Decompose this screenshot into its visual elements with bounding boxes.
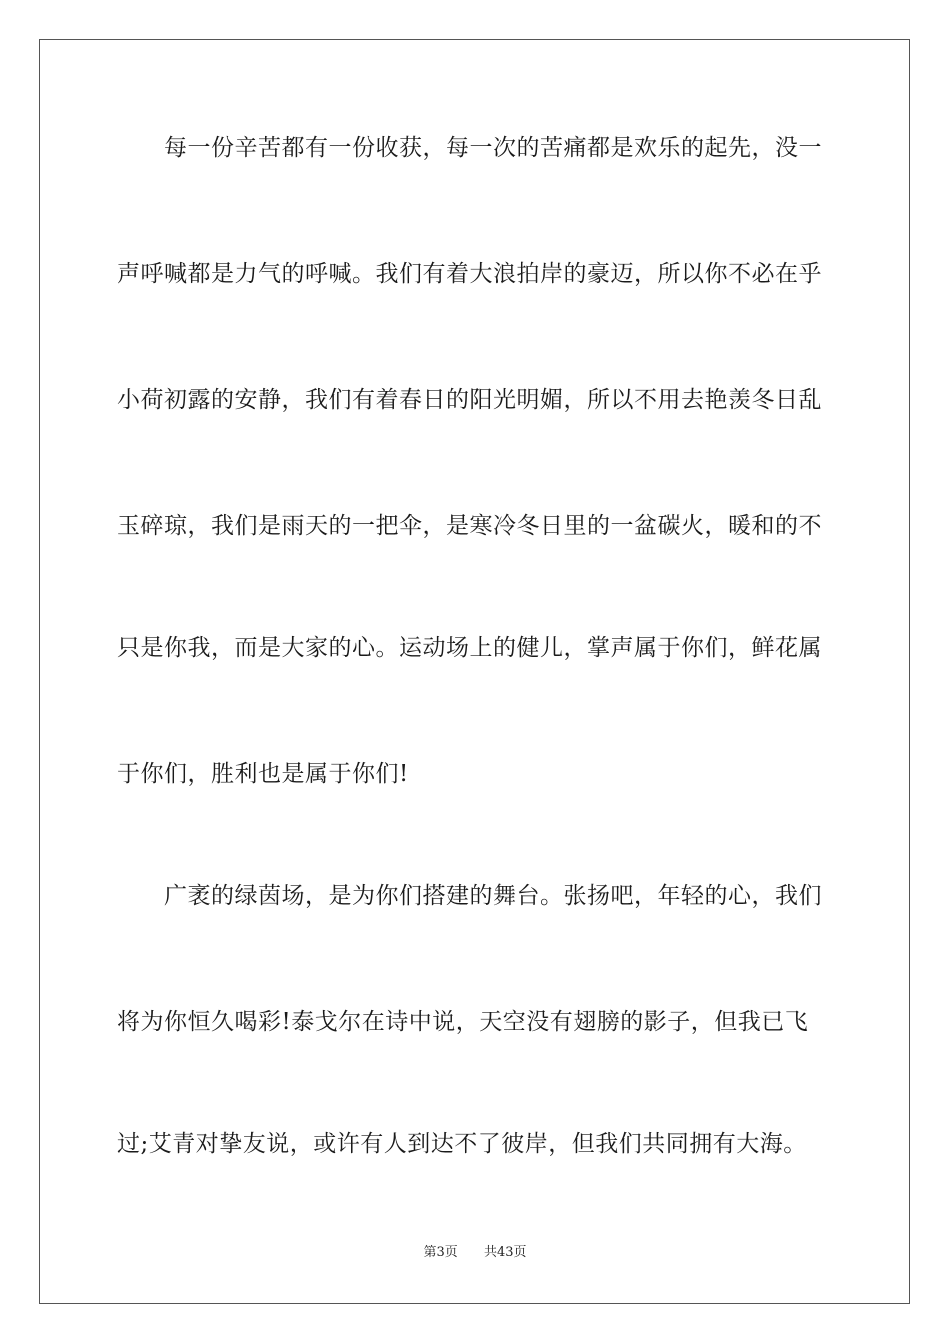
text-line: 将为你恒久喝彩!泰戈尔在诗中说，天空没有翅膀的影子，但我已飞 xyxy=(117,1009,809,1035)
page-border xyxy=(39,39,910,1304)
text-line: 小荷初露的安静，我们有着春日的阳光明媚，所以不用去艳羡冬日乱 xyxy=(117,387,822,413)
text-line: 于你们，胜利也是属于你们! xyxy=(117,761,409,787)
page-total: 共43页 xyxy=(484,1245,527,1260)
text-line: 声呼喊都是力气的呼喊。我们有着大浪拍岸的豪迈，所以你不必在乎 xyxy=(117,261,822,287)
text-line: 过;艾青对挚友说，或许有人到达不了彼岸，但我们共同拥有大海。 xyxy=(117,1131,807,1157)
text-line: 只是你我，而是大家的心。运动场上的健儿，掌声属于你们，鲜花属 xyxy=(117,635,822,661)
text-line: 玉碎琼，我们是雨天的一把伞，是寒冷冬日里的一盆碳火，暖和的不 xyxy=(117,513,822,539)
page-footer xyxy=(0,1244,950,1262)
page-number: 第3页 xyxy=(423,1245,458,1260)
text-line: 广袤的绿茵场，是为你们搭建的舞台。张扬吧，年轻的心，我们 xyxy=(164,883,822,909)
text-line: 每一份辛苦都有一份收获，每一次的苦痛都是欢乐的起先，没一 xyxy=(164,135,822,161)
